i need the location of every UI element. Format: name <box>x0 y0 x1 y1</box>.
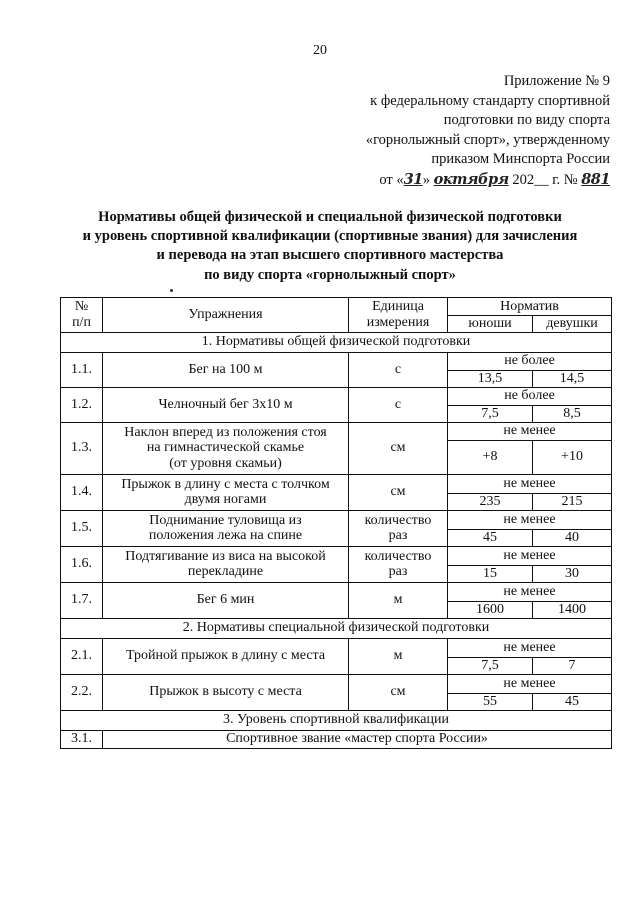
header-no: № п/п <box>61 298 103 333</box>
unit-cell: количество раз <box>349 510 448 546</box>
norm-condition: не менее <box>448 474 612 493</box>
appendix-line: подготовки по виду спорта <box>443 112 610 129</box>
appendix-line: «горнолыжный спорт», утвержденному <box>365 131 610 148</box>
row-number: 2.2. <box>61 674 103 710</box>
page-number: 20 <box>313 43 327 58</box>
row-number: 3.1. <box>61 730 103 748</box>
norm-condition: не более <box>448 352 612 370</box>
boys-value: 235 <box>448 493 533 510</box>
norm-condition: не менее <box>448 638 612 657</box>
boys-value: +8 <box>448 440 533 474</box>
header-girls: девушки <box>533 316 612 333</box>
table-row <box>61 474 612 493</box>
norm-condition: не менее <box>448 674 612 693</box>
unit-cell: м <box>349 582 448 618</box>
order-date-prefix: от « <box>379 171 404 188</box>
document-title <box>40 208 620 285</box>
exercise-name: Поднимание туловища из положения лежа на спине <box>103 510 349 546</box>
exercise-name: Бег на 100 м <box>103 352 349 387</box>
unit-cell: см <box>349 422 448 474</box>
handwritten-month: октября <box>433 170 509 188</box>
table-row <box>61 638 612 657</box>
girls-value: 8,5 <box>533 405 612 422</box>
row-number: 1.5. <box>61 510 103 546</box>
appendix-line: приказом Минспорта России <box>431 151 610 168</box>
unit-cell: см <box>349 674 448 710</box>
boys-value: 1600 <box>448 601 533 618</box>
title-line: по виду спорта «горнолыжный спорт» <box>204 266 456 283</box>
norms-table <box>60 297 612 749</box>
exercise-name: Прыжок в длину с места с толчком двумя ногами <box>103 474 349 510</box>
row-number: 1.7. <box>61 582 103 618</box>
title-line: и уровень спортивной квалификации (спортивные звания) для зачисления <box>82 228 578 245</box>
unit-cell: см <box>349 474 448 510</box>
norm-condition: не менее <box>448 422 612 440</box>
exercise-name: Наклон вперед из положения стоя на гимнастической скамье (от уровня скамьи) <box>103 422 349 474</box>
girls-value: 7 <box>533 657 612 674</box>
norm-condition: не менее <box>448 546 612 565</box>
girls-value: 40 <box>533 529 612 546</box>
header-boys: юноши <box>448 316 533 333</box>
exercise-name: Челночный бег 3х10 м <box>103 387 349 422</box>
scan-dot <box>170 289 173 292</box>
title-line: и перевода на этап высшего спортивного мастерства <box>156 247 504 264</box>
header-norm: Норматив <box>448 298 612 316</box>
appendix-header <box>310 72 610 191</box>
boys-value: 15 <box>448 565 533 582</box>
table-row <box>61 422 612 440</box>
girls-value: 45 <box>533 693 612 710</box>
row-number: 1.4. <box>61 474 103 510</box>
order-year: 202__ г. № <box>508 171 582 188</box>
row-number: 1.1. <box>61 352 103 387</box>
boys-value: 13,5 <box>448 370 533 387</box>
unit-cell: м <box>349 638 448 674</box>
section-row <box>61 332 612 352</box>
norm-condition: не более <box>448 387 612 405</box>
exercise-name: Бег 6 мин <box>103 582 349 618</box>
boys-value: 45 <box>448 529 533 546</box>
appendix-line: Приложение № 9 <box>503 73 610 89</box>
title-line: Нормативы общей физической и специальной физической подготовки <box>98 209 562 225</box>
handwritten-order-number: 881 <box>581 170 610 188</box>
row-number: 1.2. <box>61 387 103 422</box>
girls-value: +10 <box>533 440 612 474</box>
table-row <box>61 387 612 405</box>
unit-cell: с <box>349 352 448 387</box>
section-title: 3. Уровень спортивной квалификации <box>61 710 612 730</box>
section-title: 2. Нормативы специальной физической подготовки <box>61 618 612 638</box>
exercise-name: Подтягивание из виса на высокой перекладине <box>103 546 349 582</box>
table-row <box>61 352 612 370</box>
girls-value: 30 <box>533 565 612 582</box>
unit-cell: с <box>349 387 448 422</box>
order-date-mid: » <box>422 171 434 188</box>
header-exercise: Упражнения <box>103 298 349 333</box>
boys-value: 55 <box>448 693 533 710</box>
section-row <box>61 710 612 730</box>
appendix-line: к федеральному стандарту спортивной <box>370 92 610 109</box>
qualification-row <box>61 730 612 748</box>
header-row <box>61 298 612 316</box>
girls-value: 1400 <box>533 601 612 618</box>
exercise-name: Прыжок в высоту с места <box>103 674 349 710</box>
header-unit: Единица измерения <box>349 298 448 333</box>
unit-cell: количество раз <box>349 546 448 582</box>
girls-value: 14,5 <box>533 370 612 387</box>
table-row <box>61 674 612 693</box>
table-row <box>61 546 612 565</box>
handwritten-day: 31 <box>403 170 423 188</box>
exercise-name: Тройной прыжок в длину с места <box>103 638 349 674</box>
norm-condition: не менее <box>448 510 612 529</box>
section-title: 1. Нормативы общей физической подготовки <box>61 332 612 352</box>
norm-condition: не менее <box>448 582 612 601</box>
order-date-line <box>310 170 610 191</box>
girls-value: 215 <box>533 493 612 510</box>
row-number: 1.6. <box>61 546 103 582</box>
row-number: 2.1. <box>61 638 103 674</box>
boys-value: 7,5 <box>448 405 533 422</box>
table-row <box>61 582 612 601</box>
qualification-title: Спортивное звание «мастер спорта России» <box>103 730 612 748</box>
row-number: 1.3. <box>61 422 103 474</box>
section-row <box>61 618 612 638</box>
boys-value: 7,5 <box>448 657 533 674</box>
table-row <box>61 510 612 529</box>
